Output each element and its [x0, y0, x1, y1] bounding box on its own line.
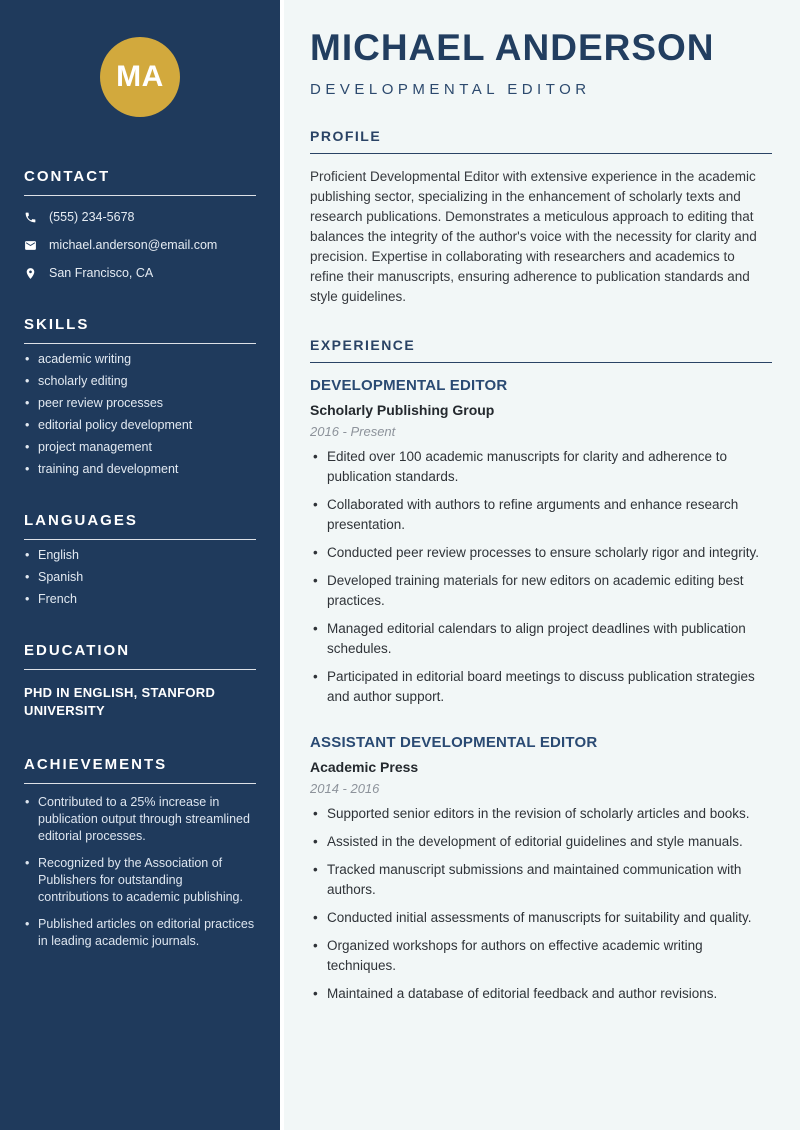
job-bullet: • Conducted peer review processes to ensure scholarly rigor and integrity.: [310, 543, 772, 563]
phone-number: (555) 234-5678: [49, 210, 135, 224]
contact-section: [24, 168, 256, 280]
achievement-item: • Contributed to a 25% increase in publication output through streamlined editorial processes.: [24, 794, 256, 845]
job-title: DEVELOPMENTAL EDITOR: [310, 377, 508, 394]
degree-text: PHD IN ENGLISH, STANFORD UNIVERSITY: [24, 685, 216, 718]
skill-item: • peer review processes: [24, 397, 256, 410]
job-company: Academic Press: [310, 759, 419, 775]
job-company: Scholarly Publishing Group: [310, 402, 495, 418]
job-entry: [310, 734, 772, 1004]
contact-heading: CONTACT: [24, 168, 256, 196]
person-name: MICHAEL ANDERSON: [310, 27, 715, 68]
location-text: San Francisco, CA: [49, 266, 154, 280]
job-bullet: • Participated in editorial board meetings to discuss publication strategies and author support.: [310, 667, 772, 707]
languages-heading: LANGUAGES: [24, 512, 256, 540]
languages-list: [24, 549, 256, 606]
achievements-list: [24, 794, 256, 950]
contact-location-row: [24, 266, 256, 280]
skills-section: [24, 316, 256, 476]
skill-item: • academic writing: [24, 353, 256, 366]
language-item: • French: [24, 593, 256, 606]
email-address: michael.anderson@email.com: [49, 238, 218, 252]
avatar-initials: MA: [116, 60, 164, 93]
job-bullet: • Managed editorial calendars to align project deadlines with publication schedules.: [310, 619, 772, 659]
location-icon: [24, 267, 37, 280]
contact-email-row: [24, 238, 256, 252]
job-bullet: • Supported senior editors in the revision of scholarly articles and books.: [310, 804, 772, 824]
job-dates: 2014 - 2016: [310, 781, 380, 796]
contact-phone-row: [24, 210, 256, 224]
phone-icon: [24, 211, 37, 224]
skill-item: • scholarly editing: [24, 375, 256, 388]
skill-item: • editorial policy development: [24, 419, 256, 432]
job-bullet: • Tracked manuscript submissions and maintained communication with authors.: [310, 860, 772, 900]
email-icon: [24, 239, 37, 252]
education-heading: EDUCATION: [24, 642, 256, 670]
job-title: ASSISTANT DEVELOPMENTAL EDITOR: [310, 734, 598, 751]
sidebar: [0, 0, 284, 1130]
avatar: [100, 37, 180, 117]
skill-item: • training and development: [24, 463, 256, 476]
job-entry: [310, 377, 772, 707]
job-bullet: • Maintained a database of editorial feedback and author revisions.: [310, 984, 772, 1004]
job-bullet: • Assisted in the development of editorial guidelines and style manuals.: [310, 832, 772, 852]
job-dates: 2016 - Present: [310, 424, 396, 439]
job-bullet: • Conducted initial assessments of manuscripts for suitability and quality.: [310, 908, 772, 928]
achievement-item: • Published articles on editorial practices in leading academic journals.: [24, 916, 256, 950]
job-bullet: • Collaborated with authors to refine arguments and enhance research presentation.: [310, 495, 772, 535]
languages-section: [24, 512, 256, 606]
language-item: • Spanish: [24, 571, 256, 584]
profile-section: [310, 128, 772, 307]
skill-item: • project management: [24, 441, 256, 454]
achievements-section: [24, 756, 256, 950]
experience-heading: EXPERIENCE: [310, 337, 772, 363]
skills-heading: SKILLS: [24, 316, 256, 344]
profile-heading: PROFILE: [310, 128, 772, 154]
person-title: DEVELOPMENTAL EDITOR: [310, 81, 591, 98]
main-content: [284, 0, 800, 1130]
education-section: [24, 642, 256, 720]
skills-list: [24, 353, 256, 476]
language-item: • English: [24, 549, 256, 562]
job-bullet: • Organized workshops for authors on effective academic writing techniques.: [310, 936, 772, 976]
job-bullets: [310, 447, 772, 707]
achievement-item: • Recognized by the Association of Publishers for outstanding contributions to academic publishing.: [24, 855, 256, 906]
achievements-heading: ACHIEVEMENTS: [24, 756, 256, 784]
experience-section: [310, 337, 772, 1004]
job-bullets: [310, 804, 772, 1004]
job-bullet: • Edited over 100 academic manuscripts for clarity and adherence to publication standards.: [310, 447, 772, 487]
job-bullet: • Developed training materials for new editors on academic editing best practices.: [310, 571, 772, 611]
profile-text: Proficient Developmental Editor with extensive experience in the academic publishing sector, specializing in the enhancement of scholarly texts and research publications. Demonstrates a meticulous approach to editing that balances the integrity of the author's voice with the necessity for clarity and precision. Expertise in collaborating with researchers and academics to refine their manuscripts, ensuring adherence to publication standards and style guidelines.: [310, 169, 757, 304]
